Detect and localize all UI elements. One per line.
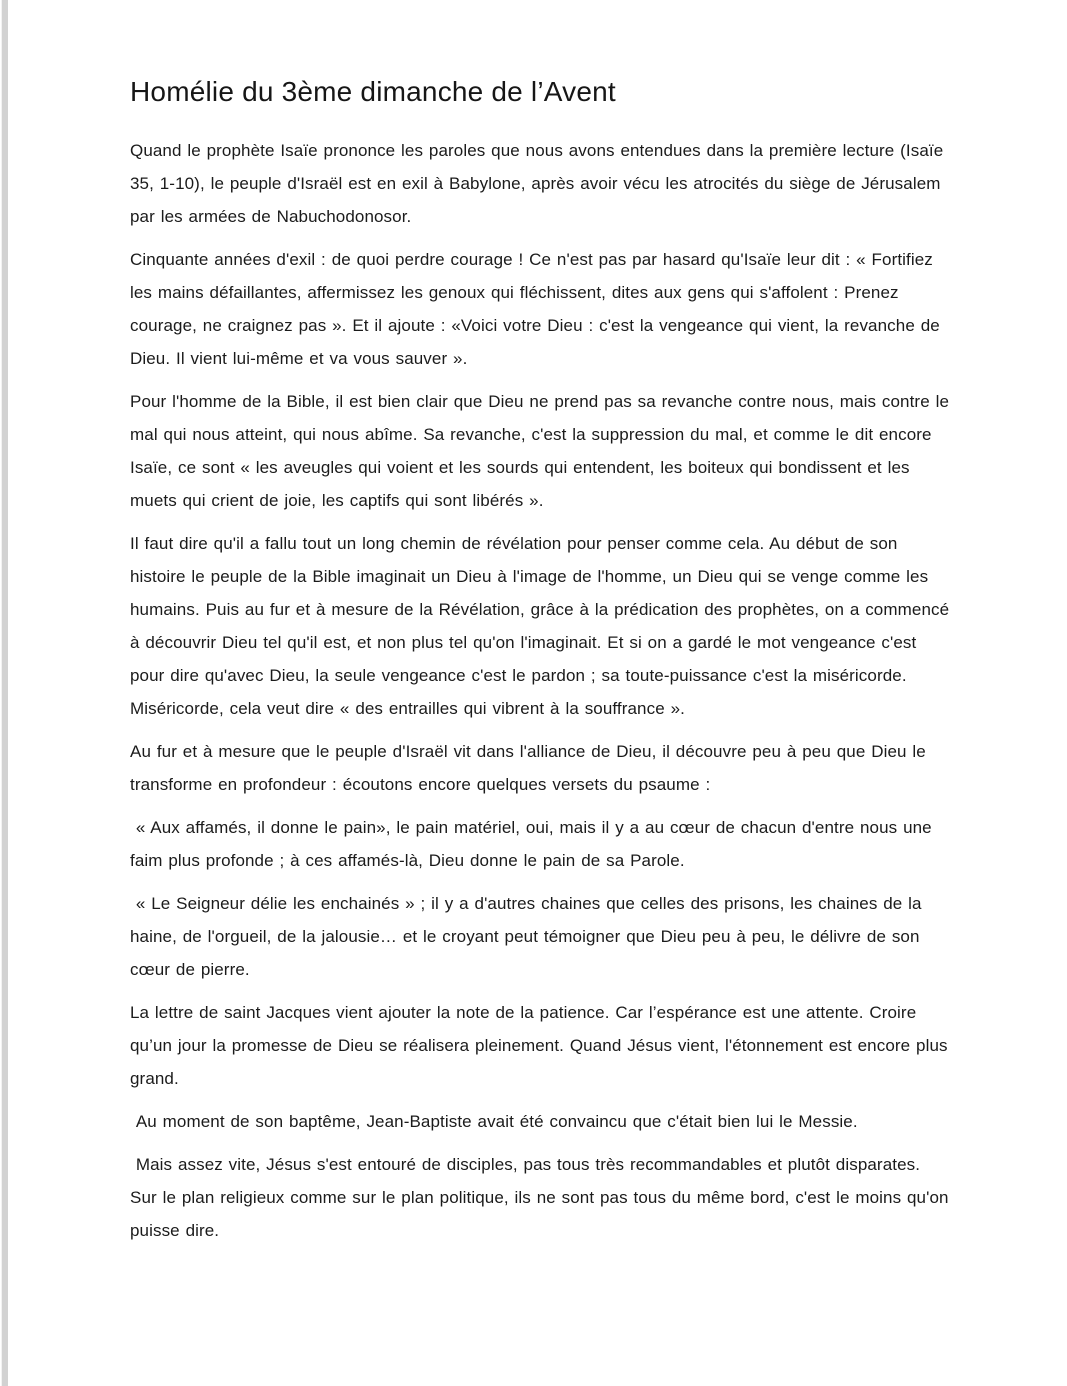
paragraph: La lettre de saint Jacques vient ajouter la note de la patience. Car l’espérance est une attente. Croire qu’un jour la promesse de Dieu se réalisera pleinement. Quand Jésus vient, l'étonnement est encore plus grand.: [130, 1003, 954, 1088]
paragraph: Au fur et à mesure que le peuple d'Israël vit dans l'alliance de Dieu, il découvre peu à peu que Dieu le transforme en profondeur : écoutons encore quelques versets du psaume :: [130, 742, 932, 794]
paragraph: Quand le prophète Isaïe prononce les paroles que nous avons entendues dans la première lecture (Isaïe 35, 1-10), le peuple d'Israël est en exil à Babylone, après avoir vécu les atrocités du siège de Jérusalem par les armées de Nabuchodonosor.: [130, 141, 950, 226]
paragraph: Il faut dire qu'il a fallu tout un long chemin de révélation pour penser comme cela. Au début de son histoire le peuple de la Bible imaginait un Dieu à l'image de l'homme, un Dieu qui se venge comme les humains. Puis au fur et à mesure de la Révélation, grâce à la prédication des prophètes, on a commencé à découvrir Dieu tel qu'il est, et non plus tel qu'on l'imaginait. Et si on a gardé le mot vengeance c'est pour dire qu'avec Dieu, la seule vengeance c'est le pardon ; sa toute-puissance c'est la miséricorde. Miséricorde, cela veut dire « des entrailles qui vibrent à la souffrance ».: [130, 534, 955, 718]
paragraph: Cinquante années d'exil : de quoi perdre courage ! Ce n'est pas par hasard qu'Isaïe leur dit : « Fortifiez les mains défaillantes, affermissez les genoux qui fléchissent, dites aux gens qui s'affolent : Prenez courage, ne craignez pas ». Et il ajoute : «Voici votre Dieu : c'est la vengeance qui vient, la revanche de Dieu. Il vient lui-même et va vous sauver ».: [130, 250, 946, 368]
document-title: Homélie du 3ème dimanche de l’Avent: [130, 76, 616, 107]
paragraph: Mais assez vite, Jésus s'est entouré de disciples, pas tous très recommandables et plutôt disparates. Sur le plan religieux comme sur le plan politique, ils ne sont pas tous du même bord, c'est le moins qu'on puisse dire.: [130, 1155, 955, 1240]
paragraph: « Le Seigneur délie les enchainés » ; il y a d'autres chaines que celles des prisons, les chaines de la haine, de l'orgueil, de la jalousie… et le croyant peut témoigner que Dieu peu à peu, le délivre de son cœur de pierre.: [130, 894, 928, 979]
paragraph: Pour l'homme de la Bible, il est bien clair que Dieu ne prend pas sa revanche contre nous, mais contre le mal qui nous atteint, qui nous abîme. Sa revanche, c'est la suppression du mal, et comme le dit encore Isaïe, ce sont « les aveugles qui voient et les sourds qui entendent, les boiteux qui bondissent et les muets qui crient de joie, les captifs qui sont libérés ».: [130, 392, 955, 510]
document-page: [130, 76, 955, 1257]
page-edge: [1, 0, 8, 1386]
paragraph: Au moment de son baptême, Jean-Baptiste avait été convaincu que c'était bien lui le Messie.: [130, 1112, 858, 1131]
paragraph: « Aux affamés, il donne le pain», le pain matériel, oui, mais il y a au cœur de chacun d'entre nous une faim plus profonde ; à ces affamés-là, Dieu donne le pain de sa Parole.: [130, 818, 938, 870]
